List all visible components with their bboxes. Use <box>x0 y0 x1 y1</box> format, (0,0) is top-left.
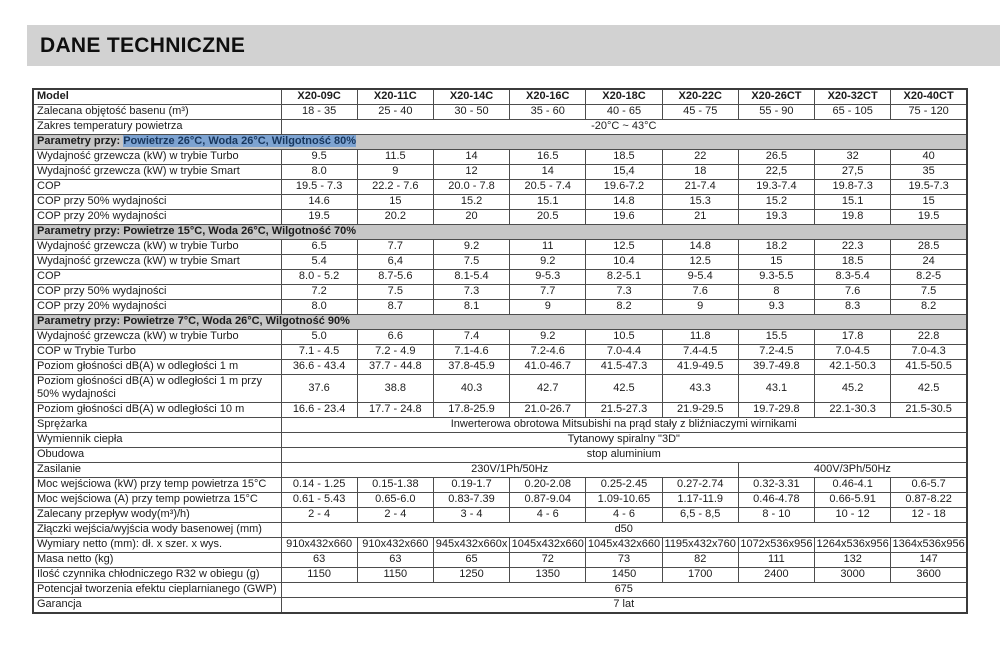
cell-value: 65 <box>433 552 509 567</box>
cell-value: 910x432x660 <box>357 537 433 552</box>
cell-value: 22.2 - 7.6 <box>357 180 433 195</box>
cell-value: 28.5 <box>891 240 967 255</box>
cell-value: 7.0-4.4 <box>586 345 662 360</box>
cell-value: 18.5 <box>815 255 891 270</box>
cell-value: 27,5 <box>815 165 891 180</box>
cell-value: 9.3-5.5 <box>738 270 814 285</box>
cell-value: 12.5 <box>586 240 662 255</box>
row-label: Wydajność grzewcza (kW) w trybie Turbo <box>33 150 281 165</box>
section-header <box>33 225 967 240</box>
section-header-text: Parametry przy: Powietrze 7°C, Woda 26°C, Wilgotność 90% <box>37 315 350 328</box>
cell-value: 1700 <box>662 567 738 582</box>
section-header-highlighted-text: Powietrze 26°C, Woda 26°C, Wilgotność 80% <box>123 135 357 148</box>
cell-value: 15,4 <box>586 165 662 180</box>
cell-value: 16.6 - 23.4 <box>281 402 357 417</box>
cell-value: 19.6 <box>586 210 662 225</box>
cell-value: 6.6 <box>357 330 433 345</box>
row-label: Poziom głośności dB(A) w odległości 1 m <box>33 360 281 375</box>
cell-value: 2 - 4 <box>357 507 433 522</box>
cell-value: 7.2-4.5 <box>738 345 814 360</box>
cell-value: 20.5 <box>510 210 586 225</box>
cell-value: 8.3 <box>815 300 891 315</box>
cell-value: 21.0-26.7 <box>510 402 586 417</box>
spanned-value: -20°C ~ 43°C <box>281 120 967 135</box>
cell-value: 910x432x660 <box>281 537 357 552</box>
row-label: COP <box>33 270 281 285</box>
cell-value: 7.2 <box>281 285 357 300</box>
cell-value: 111 <box>738 552 814 567</box>
cell-value: 8 <box>738 285 814 300</box>
row-label: Zasilanie <box>33 462 281 477</box>
cell-value: 7.1 - 4.5 <box>281 345 357 360</box>
cell-value: 9.3 <box>738 300 814 315</box>
row-label: Garancja <box>33 597 281 613</box>
cell-value: 8.7-5.6 <box>357 270 433 285</box>
spanned-value-right: 400V/3Ph/50Hz <box>738 462 967 477</box>
row-label: COP przy 50% wydajności <box>33 195 281 210</box>
cell-value: 73 <box>586 552 662 567</box>
technical-data-table <box>32 88 968 614</box>
cell-value: 7.5 <box>891 285 967 300</box>
cell-value: 0.66-5.91 <box>815 492 891 507</box>
table-row <box>33 285 967 300</box>
cell-value: 5.4 <box>281 255 357 270</box>
cell-value: 1150 <box>357 567 433 582</box>
table-row <box>33 180 967 195</box>
cell-value: 0.46-4.78 <box>738 492 814 507</box>
row-label: Złączki wejścia/wyjścia wody basenowej (mm) <box>33 522 281 537</box>
cell-value: 3000 <box>815 567 891 582</box>
cell-value: 9 <box>357 165 433 180</box>
cell-value: 15.3 <box>662 195 738 210</box>
section-header <box>33 135 967 150</box>
row-label: Moc wejściowa (kW) przy temp powietrza 15°C <box>33 477 281 492</box>
cell-value: 8.3-5.4 <box>815 270 891 285</box>
section-header-text: Parametry przy: <box>37 135 124 148</box>
cell-value: 11.8 <box>662 330 738 345</box>
spanned-value: d50 <box>281 522 967 537</box>
cell-value: 7.3 <box>586 285 662 300</box>
title-banner <box>27 25 1000 66</box>
cell-value: 8.2 <box>891 300 967 315</box>
cell-value: 19.5 <box>891 210 967 225</box>
cell-value: 19.5 <box>281 210 357 225</box>
cell-value: 9 <box>662 300 738 315</box>
cell-value: 15 <box>357 195 433 210</box>
table-row <box>33 522 967 537</box>
cell-value: 63 <box>281 552 357 567</box>
column-header-model: X20-18C <box>586 89 662 105</box>
spanned-value-left: 230V/1Ph/50Hz <box>281 462 738 477</box>
cell-value: 8 - 10 <box>738 507 814 522</box>
cell-value: 75 - 120 <box>891 105 967 120</box>
spanned-value: 7 lat <box>281 597 967 613</box>
row-label: Wydajność grzewcza (kW) w trybie Smart <box>33 165 281 180</box>
cell-value: 7.7 <box>510 285 586 300</box>
cell-value: 41.5-47.3 <box>586 360 662 375</box>
row-label: Obudowa <box>33 447 281 462</box>
cell-value: 7.6 <box>815 285 891 300</box>
section-header-row <box>33 225 967 240</box>
cell-value: 42.5 <box>891 375 967 403</box>
cell-value: 18 - 35 <box>281 105 357 120</box>
row-label: Sprężarka <box>33 417 281 432</box>
row-label: Wymiary netto (mm): dł. x szer. x wys. <box>33 537 281 552</box>
cell-value: 0.25-2.45 <box>586 477 662 492</box>
table-row <box>33 330 967 345</box>
cell-value: 41.0-46.7 <box>510 360 586 375</box>
cell-value: 0.27-2.74 <box>662 477 738 492</box>
cell-value: 41.9-49.5 <box>662 360 738 375</box>
column-header-model: X20-09C <box>281 89 357 105</box>
cell-value: 37.6 <box>281 375 357 403</box>
cell-value: 10 - 12 <box>815 507 891 522</box>
cell-value: 42.5 <box>586 375 662 403</box>
cell-value: 1264x536x956 <box>815 537 891 552</box>
cell-value: 9-5.4 <box>662 270 738 285</box>
cell-value: 7.0-4.3 <box>891 345 967 360</box>
cell-value: 39.7-49.8 <box>738 360 814 375</box>
cell-value: 63 <box>357 552 433 567</box>
cell-value: 12 - 18 <box>891 507 967 522</box>
cell-value: 10.5 <box>586 330 662 345</box>
table-row <box>33 402 967 417</box>
cell-value: 0.19-1.7 <box>433 477 509 492</box>
cell-value: 4 - 6 <box>586 507 662 522</box>
cell-value: 18 <box>662 165 738 180</box>
row-label: Zalecana objętość basenu (m³) <box>33 105 281 120</box>
cell-value: 21.5-30.5 <box>891 402 967 417</box>
cell-value: 7.2-4.6 <box>510 345 586 360</box>
cell-value: 8.2 <box>586 300 662 315</box>
cell-value: 0.46-4.1 <box>815 477 891 492</box>
cell-value: 21 <box>662 210 738 225</box>
table-row <box>33 195 967 210</box>
cell-value: 7.4 <box>433 330 509 345</box>
cell-value: 22.8 <box>891 330 967 345</box>
column-header-model: X20-32CT <box>815 89 891 105</box>
cell-value: 17.8-25.9 <box>433 402 509 417</box>
cell-value: 14 <box>510 165 586 180</box>
cell-value: 2400 <box>738 567 814 582</box>
cell-value: 3600 <box>891 567 967 582</box>
cell-value: 18.2 <box>738 240 814 255</box>
cell-value: 17.7 - 24.8 <box>357 402 433 417</box>
cell-value: 7.5 <box>433 255 509 270</box>
cell-value: 0.14 - 1.25 <box>281 477 357 492</box>
cell-value: 8.0 - 5.2 <box>281 270 357 285</box>
cell-value: 10.4 <box>586 255 662 270</box>
column-header-model: X20-14C <box>433 89 509 105</box>
spanned-value: stop aluminium <box>281 447 967 462</box>
row-label: Ilość czynnika chłodniczego R32 w obiegu (g) <box>33 567 281 582</box>
cell-value: 19.3 <box>738 210 814 225</box>
cell-value: 147 <box>891 552 967 567</box>
cell-value: 12.5 <box>662 255 738 270</box>
cell-value: 40.3 <box>433 375 509 403</box>
technical-data-table-body <box>33 89 967 613</box>
cell-value: 7.4-4.5 <box>662 345 738 360</box>
row-label: COP przy 20% wydajności <box>33 210 281 225</box>
cell-value: 72 <box>510 552 586 567</box>
row-label: Wydajność grzewcza (kW) w trybie Turbo <box>33 330 281 345</box>
cell-value: 1045x432x660 <box>586 537 662 552</box>
column-header-model: X20-16C <box>510 89 586 105</box>
cell-value: 8.0 <box>281 300 357 315</box>
row-label: Wydajność grzewcza (kW) w trybie Turbo <box>33 240 281 255</box>
cell-value: 9-5.3 <box>510 270 586 285</box>
cell-value: 1450 <box>586 567 662 582</box>
row-label: COP przy 50% wydajności <box>33 285 281 300</box>
cell-value: 7.1-4.6 <box>433 345 509 360</box>
cell-value: 6.5 <box>281 240 357 255</box>
cell-value: 0.32-3.31 <box>738 477 814 492</box>
cell-value: 1350 <box>510 567 586 582</box>
table-row <box>33 210 967 225</box>
cell-value: 20.0 - 7.8 <box>433 180 509 195</box>
row-label: Moc wejściowa (A) przy temp powietrza 15°C <box>33 492 281 507</box>
row-label: Zakres temperatury powietrza <box>33 120 281 135</box>
cell-value: 8.1-5.4 <box>433 270 509 285</box>
cell-value: 42.1-50.3 <box>815 360 891 375</box>
cell-value: 22.1-30.3 <box>815 402 891 417</box>
table-row <box>33 432 967 447</box>
cell-value: 55 - 90 <box>738 105 814 120</box>
cell-value: 19.8 <box>815 210 891 225</box>
cell-value: 19.5-7.3 <box>891 180 967 195</box>
cell-value: 7.6 <box>662 285 738 300</box>
cell-value: 22,5 <box>738 165 814 180</box>
cell-value: 16.5 <box>510 150 586 165</box>
cell-value: 8.1 <box>433 300 509 315</box>
row-label: COP przy 20% wydajności <box>33 300 281 315</box>
cell-value: 945x432x660x <box>433 537 509 552</box>
cell-value: 19.7-29.8 <box>738 402 814 417</box>
cell-value: 15 <box>891 195 967 210</box>
cell-value: 15.2 <box>738 195 814 210</box>
row-label: Zalecany przepływ wody(m³)/h) <box>33 507 281 522</box>
table-row <box>33 552 967 567</box>
cell-value: 11 <box>510 240 586 255</box>
cell-value: 1.17-11.9 <box>662 492 738 507</box>
cell-value: 41.5-50.5 <box>891 360 967 375</box>
column-header-model: X20-26CT <box>738 89 814 105</box>
table-row <box>33 105 967 120</box>
cell-value: 14 <box>433 150 509 165</box>
cell-value: 132 <box>815 552 891 567</box>
cell-value: 19.5 - 7.3 <box>281 180 357 195</box>
section-header-row <box>33 135 967 150</box>
cell-value: 45.2 <box>815 375 891 403</box>
cell-value: 0.20-2.08 <box>510 477 586 492</box>
table-row <box>33 537 967 552</box>
cell-value: 9.2 <box>510 330 586 345</box>
cell-value: 1045x432x660 <box>510 537 586 552</box>
cell-value: 0.61 - 5.43 <box>281 492 357 507</box>
cell-value: 30 - 50 <box>433 105 509 120</box>
column-header-model: X20-22C <box>662 89 738 105</box>
spanned-value: Inwerterowa obrotowa Mitsubishi na prąd stały z bliźniaczymi wirnikami <box>281 417 967 432</box>
model-header-label: Model <box>33 89 281 105</box>
row-label: Wymiennik ciepła <box>33 432 281 447</box>
row-label: Wydajność grzewcza (kW) w trybie Smart <box>33 255 281 270</box>
section-header-text: Parametry przy: Powietrze 15°C, Woda 26°C, Wilgotność 70% <box>37 225 357 238</box>
cell-value: 65 - 105 <box>815 105 891 120</box>
cell-value: 25 - 40 <box>357 105 433 120</box>
cell-value: 4 - 6 <box>510 507 586 522</box>
table-row <box>33 150 967 165</box>
cell-value: 21.5-27.3 <box>586 402 662 417</box>
row-label: Potencjał tworzenia efektu cieplarnianego (GWP) <box>33 582 281 597</box>
cell-value: 2 - 4 <box>281 507 357 522</box>
cell-value: 82 <box>662 552 738 567</box>
cell-value: 19.8-7.3 <box>815 180 891 195</box>
row-label: Masa netto (kg) <box>33 552 281 567</box>
cell-value: 19.3-7.4 <box>738 180 814 195</box>
cell-value: 1364x536x956 <box>891 537 967 552</box>
cell-value: 20 <box>433 210 509 225</box>
row-label: COP <box>33 180 281 195</box>
cell-value: 38.8 <box>357 375 433 403</box>
table-row <box>33 120 967 135</box>
cell-value: 12 <box>433 165 509 180</box>
cell-value: 14.6 <box>281 195 357 210</box>
table-row <box>33 300 967 315</box>
cell-value: 8.7 <box>357 300 433 315</box>
table-row <box>33 507 967 522</box>
table-row <box>33 240 967 255</box>
cell-value: 15.1 <box>815 195 891 210</box>
table-row <box>33 597 967 613</box>
cell-value: 7.5 <box>357 285 433 300</box>
cell-value: 6,4 <box>357 255 433 270</box>
cell-value: 7.2 - 4.9 <box>357 345 433 360</box>
cell-value: 26.5 <box>738 150 814 165</box>
cell-value: 35 <box>891 165 967 180</box>
cell-value: 9 <box>510 300 586 315</box>
cell-value: 8.2-5.1 <box>586 270 662 285</box>
cell-value: 0.87-9.04 <box>510 492 586 507</box>
table-row <box>33 270 967 285</box>
cell-value: 22 <box>662 150 738 165</box>
table-row <box>33 417 967 432</box>
row-label: COP w Trybie Turbo <box>33 345 281 360</box>
section-header-row <box>33 315 967 330</box>
cell-value: 37.7 - 44.8 <box>357 360 433 375</box>
cell-value: 40 <box>891 150 967 165</box>
cell-value: 0.6-5.7 <box>891 477 967 492</box>
cell-value: 21-7.4 <box>662 180 738 195</box>
cell-value: 9.2 <box>510 255 586 270</box>
cell-value: 3 - 4 <box>433 507 509 522</box>
cell-value: 40 - 65 <box>586 105 662 120</box>
cell-value: 17.8 <box>815 330 891 345</box>
cell-value: 0.87-8.22 <box>891 492 967 507</box>
cell-value: 15.2 <box>433 195 509 210</box>
cell-value: 32 <box>815 150 891 165</box>
cell-value: 6,5 - 8,5 <box>662 507 738 522</box>
table-row <box>33 447 967 462</box>
cell-value: 20.2 <box>357 210 433 225</box>
page-title: DANE TECHNICZNE <box>40 33 246 57</box>
cell-value: 7.7 <box>357 240 433 255</box>
row-label: Poziom głośności dB(A) w odległości 10 m <box>33 402 281 417</box>
cell-value: 1250 <box>433 567 509 582</box>
cell-value: 15 <box>738 255 814 270</box>
column-header-model: X20-11C <box>357 89 433 105</box>
cell-value: 14.8 <box>662 240 738 255</box>
cell-value: 5.0 <box>281 330 357 345</box>
spanned-value: Tytanowy spiralny "3D" <box>281 432 967 447</box>
model-header-row <box>33 89 967 105</box>
section-header <box>33 315 967 330</box>
table-row <box>33 165 967 180</box>
cell-value: 11.5 <box>357 150 433 165</box>
cell-value: 18.5 <box>586 150 662 165</box>
cell-value: 1.09-10.65 <box>586 492 662 507</box>
cell-value: 8.2-5 <box>891 270 967 285</box>
cell-value: 45 - 75 <box>662 105 738 120</box>
table-row <box>33 375 967 403</box>
cell-value: 36.6 - 43.4 <box>281 360 357 375</box>
table-row <box>33 492 967 507</box>
cell-value: 1195x432x760 <box>662 537 738 552</box>
cell-value: 24 <box>891 255 967 270</box>
cell-value: 9.5 <box>281 150 357 165</box>
table-row <box>33 345 967 360</box>
cell-value: 8.0 <box>281 165 357 180</box>
table-row <box>33 255 967 270</box>
cell-value: 19.6-7.2 <box>586 180 662 195</box>
cell-value: 43.3 <box>662 375 738 403</box>
spanned-value: 675 <box>281 582 967 597</box>
cell-value: 0.83-7.39 <box>433 492 509 507</box>
table-row <box>33 567 967 582</box>
cell-value: 21.9-29.5 <box>662 402 738 417</box>
cell-value: 43.1 <box>738 375 814 403</box>
cell-value: 1072x536x956 <box>738 537 814 552</box>
cell-value: 15.1 <box>510 195 586 210</box>
cell-value: 15.5 <box>738 330 814 345</box>
cell-value: 14.8 <box>586 195 662 210</box>
cell-value: 0.15-1.38 <box>357 477 433 492</box>
cell-value: 7.0-4.5 <box>815 345 891 360</box>
column-header-model: X20-40CT <box>891 89 967 105</box>
cell-value: 42.7 <box>510 375 586 403</box>
table-row <box>33 582 967 597</box>
table-row <box>33 360 967 375</box>
cell-value: 35 - 60 <box>510 105 586 120</box>
cell-value: 1150 <box>281 567 357 582</box>
cell-value: 9.2 <box>433 240 509 255</box>
cell-value: 20.5 - 7.4 <box>510 180 586 195</box>
table-row <box>33 462 967 477</box>
cell-value: 0.65-6.0 <box>357 492 433 507</box>
cell-value: 22.3 <box>815 240 891 255</box>
cell-value: 37.8-45.9 <box>433 360 509 375</box>
table-row <box>33 477 967 492</box>
cell-value: 7.3 <box>433 285 509 300</box>
row-label: Poziom głośności dB(A) w odległości 1 m przy 50% wydajności <box>33 375 281 403</box>
